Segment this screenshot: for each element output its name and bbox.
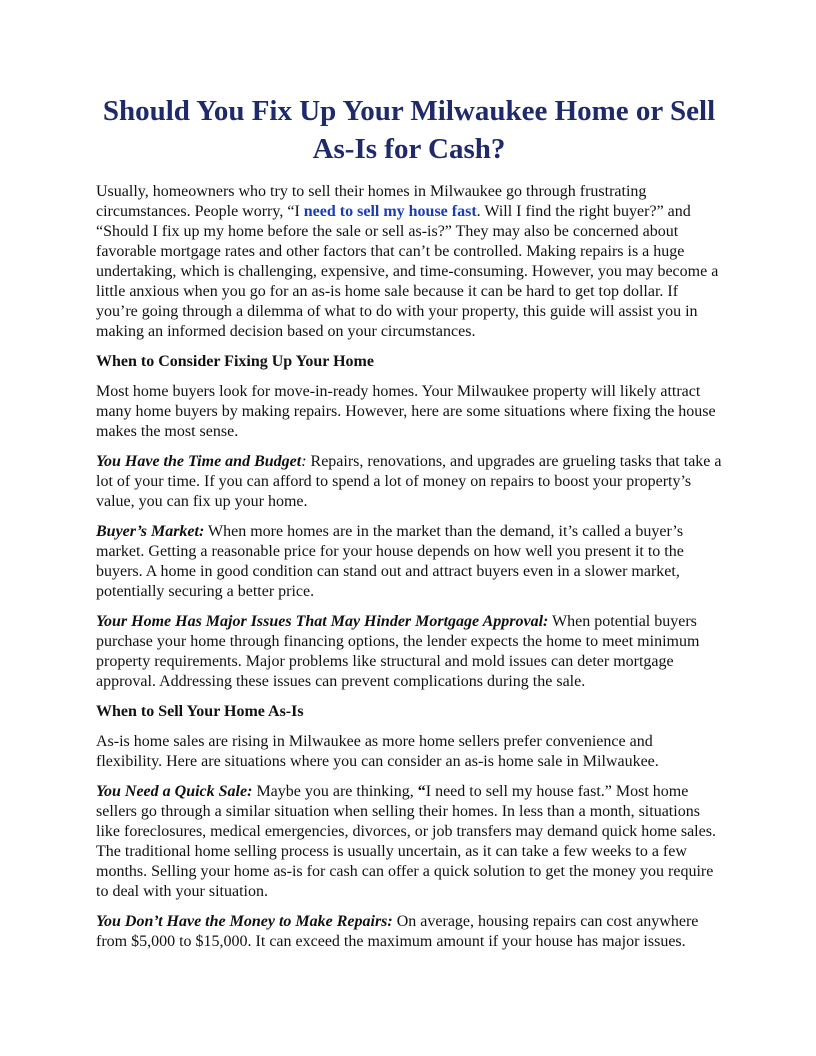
page-title: Should You Fix Up Your Milwaukee Home or Sell As-Is for Cash? <box>102 95 716 165</box>
item-text: I need to sell my house fast.” Most home sellers go through a similar situation when selling their homes. In less than a month, situations like foreclosures, medical emergencies, divorces, or job transfers may demand quick home sales. The traditional home selling process is usually uncertain, as it can take a few weeks to a few months. Selling your home as-is for cash can offer a quick solution to get the money you require to deal with your situation. <box>96 783 716 900</box>
intro-text-start: Usually, homeowners who try to sell their homes in Milwaukee go through frustrating circumstances. People worry, “I <box>96 183 647 220</box>
intro-paragraph <box>96 182 722 342</box>
section-heading-sell: When to Sell Your Home As-Is <box>96 703 304 720</box>
section-intro-sell: As-is home sales are rising in Milwaukee as more home sellers prefer convenience and flexibility. Here are situations where you can consider an as-is home sale in Milwaukee. <box>96 733 659 770</box>
item-label: You Don’t Have the Money to Make Repairs: <box>96 913 393 930</box>
item-label: Your Home Has Major Issues That May Hinder Mortgage Approval: <box>96 613 549 630</box>
sell-item-no-money <box>96 912 722 952</box>
item-label: You Have the Time and Budget <box>96 453 302 470</box>
item-label: You Need a Quick Sale: <box>96 783 253 800</box>
sell-item-quick-sale <box>96 782 722 902</box>
item-text: Maybe you are thinking, <box>252 783 418 800</box>
fix-item-major-issues <box>96 612 722 692</box>
item-separator: : <box>301 453 307 470</box>
item-text: Repairs, renovations, and upgrades are grueling tasks that take a lot of your time. If you can afford to spend a lot of money on repairs to boost your property’s value, you can fix up your home. <box>96 453 722 510</box>
item-text: On average, housing repairs can cost anywhere from $5,000 to $15,000. It can exceed the maximum amount if your house has major issues. <box>96 913 699 950</box>
sell-house-fast-link[interactable]: need to sell my house fast <box>303 203 477 220</box>
section-heading-fix: When to Consider Fixing Up Your Home <box>96 353 374 370</box>
fix-item-buyers-market <box>96 522 722 602</box>
document-page <box>96 92 722 962</box>
intro-text-end: . Will I find the right buyer?” and “Should I fix up my home before the sale or sell as-is?” They may also be concerned about favorable mortgage rates and other factors that can’t be controlled. Making repairs is a huge undertaking, which is challenging, expensive, and time-consuming. However, you may become a little anxious when you go for an as-is home sale because it can be hard to get top dollar. If you’re going through a dilemma of what to do with your property, this guide will assist you in making an informed decision based on your circumstances. <box>96 203 719 340</box>
item-text: When more homes are in the market than the demand, it’s called a buyer’s market. Getting a reasonable price for your house depends on how well you present it to the buyers. A home in good condition can stand out and attract buyers even in a slower market, potentially securing a better price. <box>96 523 684 600</box>
item-label: Buyer’s Market: <box>96 523 205 540</box>
bold-quote-mark: “ <box>417 783 426 800</box>
fix-item-time-budget <box>96 452 722 512</box>
item-text: When potential buyers purchase your home through financing options, the lender expects the home to meet minimum property requirements. Major problems like structural and mold issues can deter mortgage approval. Addressing these issues can prevent complications during the sale. <box>96 613 700 690</box>
section-intro-fix: Most home buyers look for move-in-ready homes. Your Milwaukee property will likely attract many home buyers by making repairs. However, here are some situations where fixing the house makes the most sense. <box>96 383 716 440</box>
